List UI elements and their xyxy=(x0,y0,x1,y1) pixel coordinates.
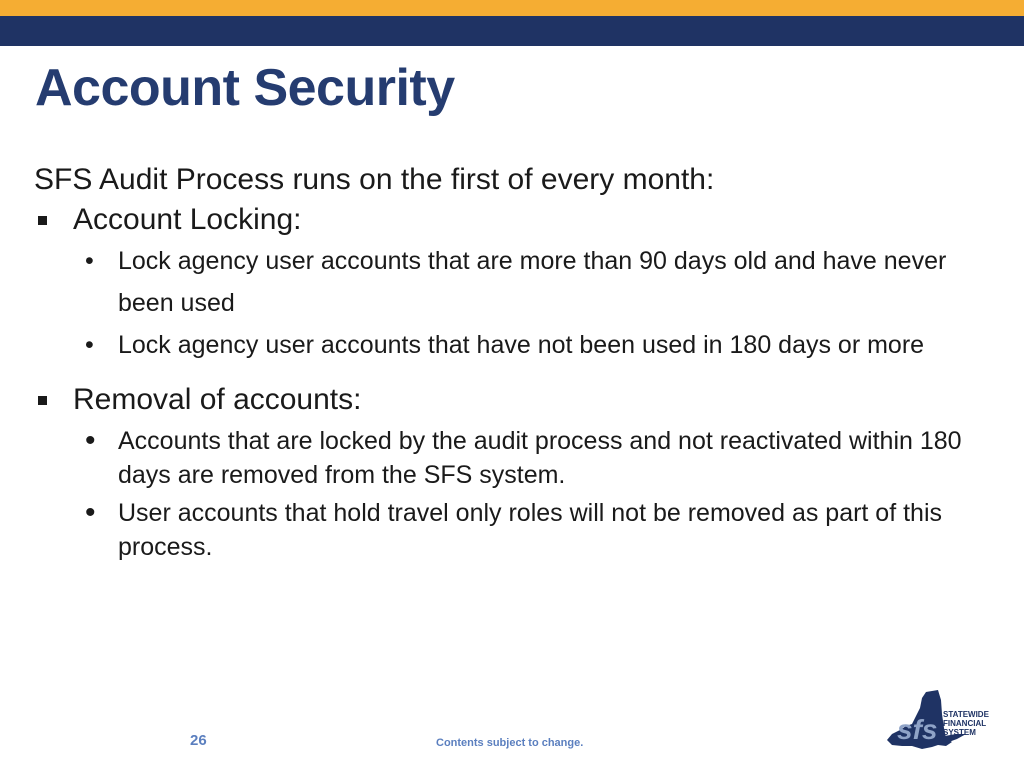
logo-line: SYSTEM xyxy=(943,728,976,737)
intro-text: SFS Audit Process runs on the first of every month: xyxy=(34,163,715,196)
sfs-logo xyxy=(882,688,994,752)
section-removal xyxy=(34,380,994,564)
logo-line: FINANCIAL xyxy=(943,719,987,728)
logo-letters: sfs xyxy=(897,714,938,745)
logo-line: STATEWIDE xyxy=(943,710,989,719)
sub-bullet xyxy=(34,424,994,492)
slide-title: Account Security xyxy=(35,59,455,117)
section-account-locking xyxy=(34,200,994,366)
sub-bullet-text: Accounts that are locked by the audit process and not reactivated within 180 days are removed from the SFS system. xyxy=(118,427,962,489)
sub-bullet xyxy=(34,324,994,366)
top-gold-bar xyxy=(0,0,1024,16)
top-navy-bar xyxy=(0,16,1024,46)
bullet-heading: Removal of accounts: xyxy=(73,383,362,416)
sub-bullet xyxy=(34,240,994,324)
sub-bullet-text: Lock agency user accounts that are more than 90 days old and have never been used xyxy=(118,247,947,317)
dot-bullet-icon: • xyxy=(85,247,94,275)
slide-body xyxy=(34,160,994,564)
square-bullet-icon xyxy=(38,396,47,405)
bullet-account-locking xyxy=(34,200,994,240)
dot-bullet-icon: • xyxy=(85,424,96,457)
bullet-heading: Account Locking: xyxy=(73,203,302,236)
sub-bullet xyxy=(34,496,994,564)
footer-note: Contents subject to change. xyxy=(436,737,584,749)
dot-bullet-icon: • xyxy=(85,496,96,529)
bullet-removal xyxy=(34,380,994,420)
sub-bullet-text: User accounts that hold travel only roles will not be removed as part of this process. xyxy=(118,499,943,561)
dot-bullet-icon: • xyxy=(85,331,94,359)
square-bullet-icon xyxy=(38,216,47,225)
page-number: 26 xyxy=(190,732,207,749)
sub-bullet-text: Lock agency user accounts that have not been used in 180 days or more xyxy=(118,331,925,359)
logo-wordmark xyxy=(943,710,989,737)
